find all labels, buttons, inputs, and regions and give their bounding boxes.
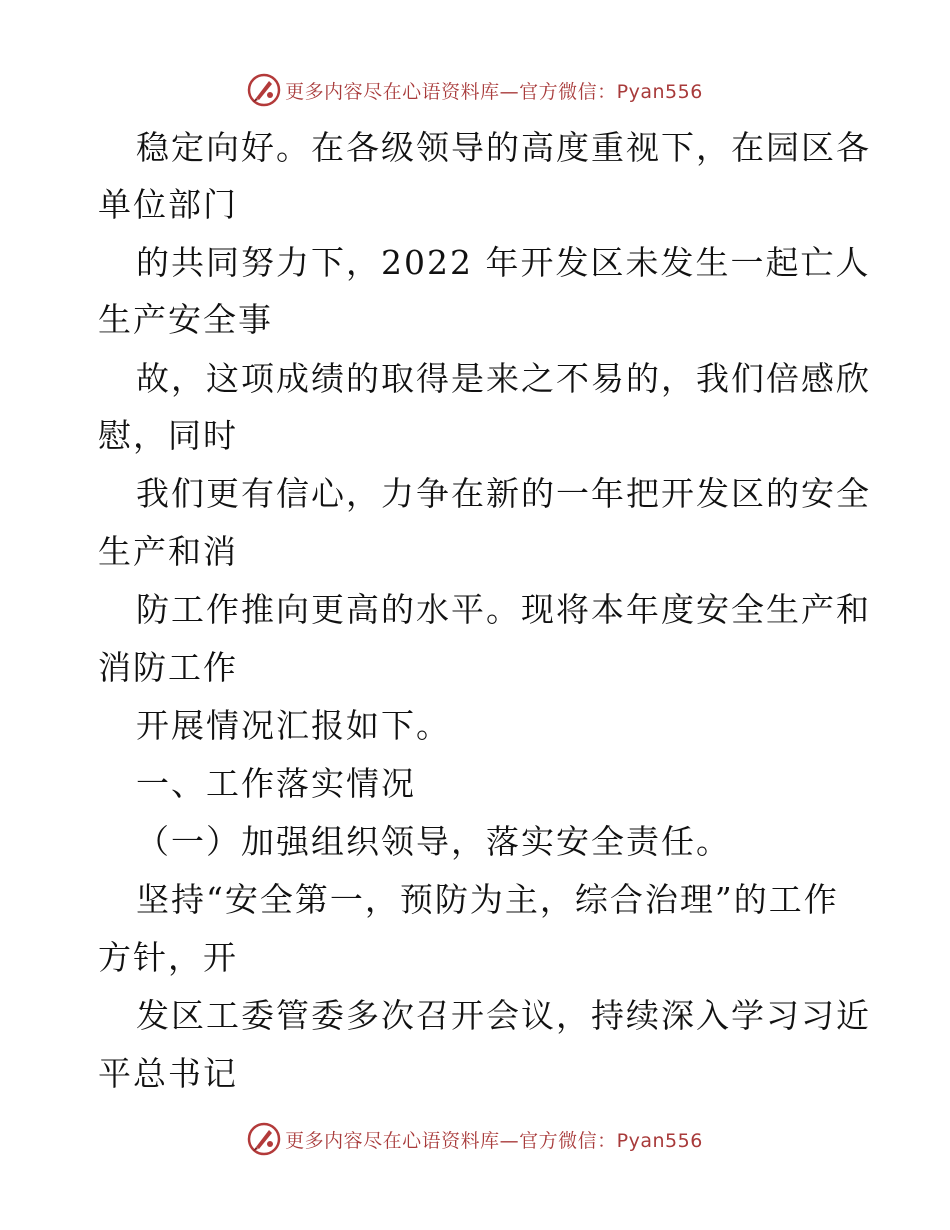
header-banner [0,73,950,107]
quill-pen-logo-icon [247,1122,281,1156]
body-line: 单位部门 [98,185,238,224]
body-line: 生产安全事 [98,300,273,339]
subsection-heading: （一）加强组织领导，落实安全责任。 [136,822,731,861]
body-line: 生产和消 [98,532,238,571]
footer-banner-text: 更多内容尽在心语资料库—官方微信：Pyan556 [285,1129,703,1152]
footer-banner [0,1122,950,1156]
body-line: 的共同努力下，2022 年开发区未发生一起亡人 [136,243,871,282]
body-line: 坚持“安全第一，预防为主，综合治理”的工作 [136,880,839,919]
body-line: 方针，开 [98,938,238,977]
body-line: 慰，同时 [98,416,238,455]
body-line: 故，这项成绩的取得是来之不易的，我们倍感欣 [136,359,871,398]
section-heading: 一、工作落实情况 [136,764,416,803]
body-line: 我们更有信心，力争在新的一年把开发区的安全 [136,474,871,513]
body-line: 消防工作 [98,648,238,687]
quill-pen-logo-icon [247,73,281,107]
body-line: 平总书记 [98,1054,238,1093]
body-line: 稳定向好。在各级领导的高度重视下，在园区各 [136,128,871,167]
body-line: 发区工委管委多次召开会议，持续深入学习习近 [136,996,871,1035]
body-line: 防工作推向更高的水平。现将本年度安全生产和 [136,590,871,629]
body-line: 开展情况汇报如下。 [136,706,451,745]
header-banner-text: 更多内容尽在心语资料库—官方微信：Pyan556 [285,80,703,103]
